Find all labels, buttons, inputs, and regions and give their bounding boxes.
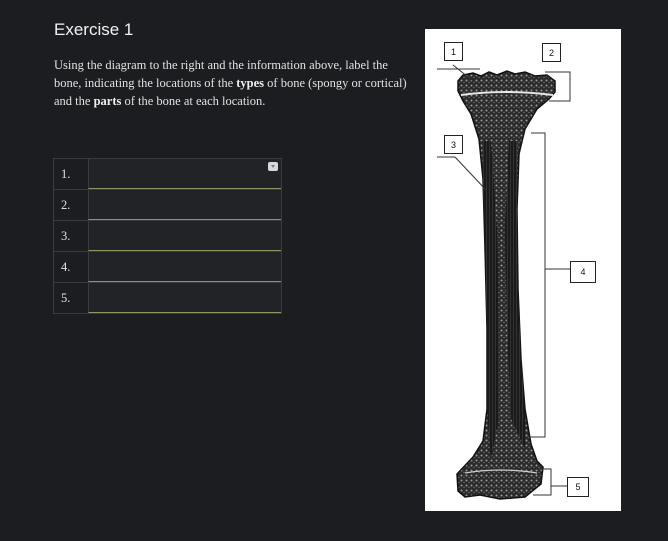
- instructions-text: Using the diagram to the right and the information above, label the bone, indicating the locations of the: [54, 58, 388, 90]
- bone-shape: [457, 71, 555, 499]
- answer-dropdown-2[interactable]: [88, 190, 281, 220]
- diagram-label-5: 5: [567, 477, 589, 497]
- answer-table: [53, 158, 282, 314]
- answer-number: 5.: [61, 290, 71, 305]
- answer-row-3: [54, 221, 281, 252]
- answer-row-4: [54, 252, 281, 283]
- diagram-label-3: 3: [444, 135, 463, 154]
- answer-dropdown-1[interactable]: [88, 159, 281, 189]
- answer-dropdown-5[interactable]: [88, 283, 281, 313]
- diagram-label-4: 4: [570, 261, 596, 283]
- instructions-text: of bone (spongy or cortical) and the: [54, 76, 407, 108]
- answer-number: 4.: [61, 259, 71, 274]
- bone-diagram: [425, 29, 621, 511]
- answer-dropdown-4[interactable]: [88, 252, 281, 282]
- exercise-title: Exercise 1: [54, 20, 134, 39]
- answer-dropdown-3[interactable]: [88, 221, 281, 251]
- answer-number: 1.: [61, 166, 71, 181]
- chevron-down-icon[interactable]: [268, 162, 278, 171]
- answer-number: 2.: [61, 197, 71, 212]
- diagram-label-1: 1: [444, 42, 463, 61]
- instructions-bold-types: types: [236, 76, 265, 90]
- exercise-instructions: [54, 56, 416, 110]
- answer-row-1: [54, 159, 281, 190]
- answer-number: 3.: [61, 228, 71, 243]
- answer-row-5: [54, 283, 281, 313]
- instructions-bold-parts: parts: [93, 94, 122, 108]
- answer-row-2: [54, 190, 281, 221]
- diagram-label-2: 2: [542, 43, 561, 62]
- instructions-text: of the bone at each location.: [121, 94, 266, 108]
